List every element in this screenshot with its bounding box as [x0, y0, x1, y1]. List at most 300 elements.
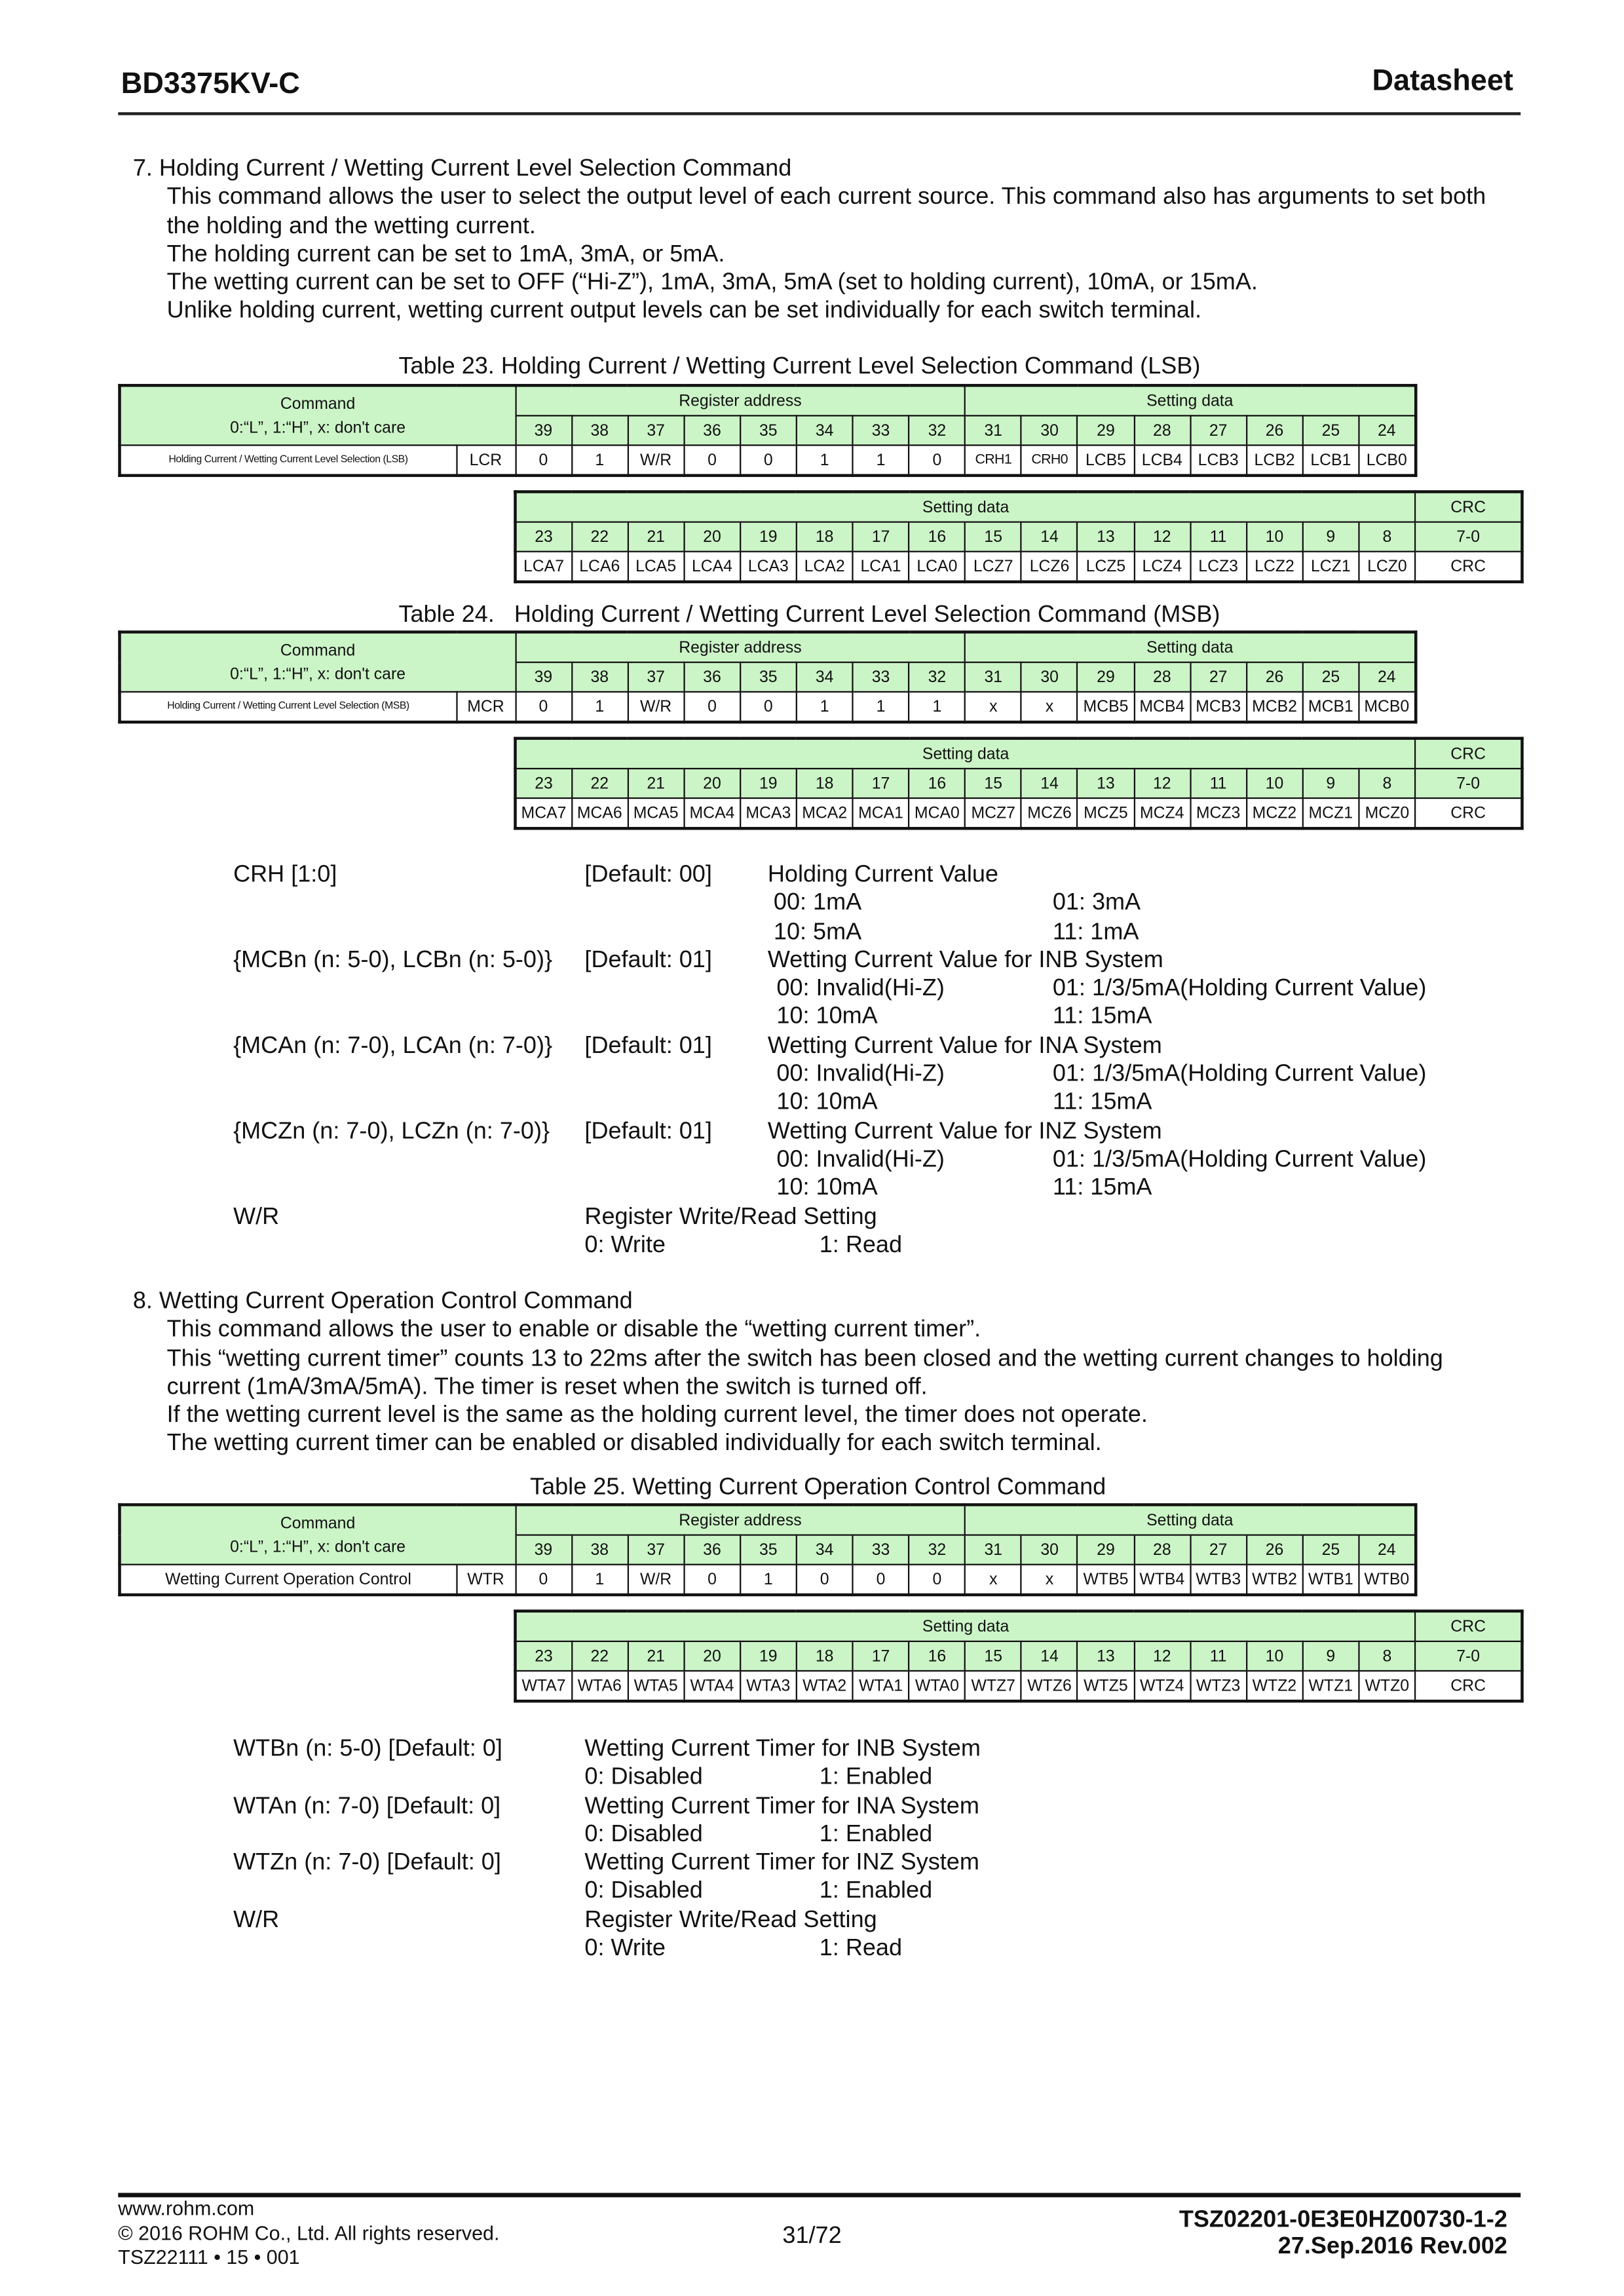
- bit-number: 27: [1190, 1535, 1247, 1565]
- field-definition: [233, 861, 1562, 889]
- bit-value: MCB2: [1247, 692, 1303, 722]
- bit-value: MCZ6: [1021, 798, 1078, 828]
- bit-value: WTB5: [1078, 1565, 1134, 1595]
- footer-divider: [118, 2193, 1520, 2198]
- field-description: Wetting Current Timer for INZ System: [584, 1850, 979, 1876]
- bit-number: 26: [1247, 415, 1303, 445]
- date-revision: 27.Sep.2016 Rev.002: [1277, 2234, 1507, 2260]
- bit-number: 15: [965, 522, 1021, 552]
- bit-number: 30: [1021, 662, 1078, 692]
- field-default: [Default: 00]: [584, 862, 712, 888]
- bit-number: 24: [1359, 1535, 1415, 1565]
- header-row: [120, 632, 1416, 662]
- command-header-cell: [120, 1504, 516, 1564]
- command-name: Wetting Current Operation Control: [120, 1565, 457, 1595]
- command-label: Command: [280, 394, 356, 413]
- header-row: [120, 385, 1416, 415]
- bit-number: 27: [1190, 415, 1247, 445]
- bit-number: 22: [571, 522, 628, 552]
- table-25-caption: Table 25. Wetting Current Operation Control Command: [530, 1475, 1106, 1501]
- bit-value: 0: [684, 1565, 740, 1595]
- bit-number: 10: [1247, 769, 1303, 798]
- header-row: [516, 738, 1522, 769]
- bit-number: 19: [740, 522, 797, 552]
- bit-number: 35: [740, 415, 797, 445]
- document-number: TSZ02201-0E3E0HZ00730-1-2: [1179, 2208, 1507, 2233]
- bit-number: 29: [1078, 662, 1134, 692]
- field-description: Wetting Current Timer for INB System: [584, 1736, 981, 1762]
- command-code: MCR: [456, 692, 515, 722]
- command-register-table: [118, 384, 1416, 477]
- bit-value: LCZ6: [1021, 552, 1078, 582]
- bit-value: WTZ4: [1134, 1671, 1190, 1701]
- field-options-row: [233, 918, 1562, 946]
- bit-number: 17: [853, 769, 909, 798]
- bit-number: 12: [1134, 769, 1190, 798]
- field-options-row: [233, 889, 1562, 917]
- bit-value: CRH0: [1021, 445, 1078, 475]
- bit-number: 37: [628, 1535, 684, 1565]
- section-7: [132, 155, 1513, 326]
- field-description: Wetting Current Value for INZ System: [767, 1119, 1162, 1144]
- bit-number: 13: [1078, 522, 1134, 552]
- bit-number: 18: [797, 1641, 853, 1671]
- bit-value: WTA5: [628, 1671, 684, 1701]
- field-description: Wetting Current Value for INB System: [767, 947, 1163, 973]
- bit-number: 18: [797, 522, 853, 552]
- field-option: 1: Enabled: [819, 1879, 933, 1904]
- bit-number: 8: [1359, 1641, 1415, 1671]
- field-option: 0: Write: [584, 1936, 666, 1961]
- section-7-title: 7. Holding Current / Wetting Current Level Selection Command: [132, 156, 792, 182]
- field-options-row: [233, 1060, 1562, 1088]
- bit-number: 25: [1302, 415, 1359, 445]
- field-description: Holding Current Value: [767, 862, 998, 888]
- bit-value: WTA2: [797, 1671, 853, 1701]
- table-row: [516, 552, 1522, 582]
- command-register-table: [118, 1503, 1416, 1596]
- bit-number: 17: [853, 1641, 909, 1671]
- bit-value: WTA1: [853, 1671, 909, 1701]
- bit-value: WTB0: [1359, 1565, 1415, 1595]
- header-divider: [118, 112, 1520, 115]
- bit-value: W/R: [628, 1565, 684, 1595]
- bit-value: WTB2: [1247, 1565, 1303, 1595]
- bit-value: 1: [571, 692, 628, 722]
- bit-value: 0: [516, 445, 572, 475]
- header-row: [120, 1504, 1416, 1535]
- bit-value: LCZ4: [1134, 552, 1190, 582]
- bit-value: 0: [740, 692, 797, 722]
- field-option: 11: 1mA: [1052, 919, 1139, 945]
- field-options-row: [233, 1174, 1562, 1202]
- section-8: [132, 1288, 1513, 1459]
- command-legend: 0:“L”, 1:“H”, x: don't care: [230, 418, 406, 436]
- bit-value: MCZ0: [1359, 798, 1415, 828]
- bit-value: 1: [853, 445, 909, 475]
- field-name: WTBn (n: 5-0) [Default: 0]: [233, 1736, 502, 1762]
- bit-value: LCA1: [853, 552, 909, 582]
- bit-value: MCZ3: [1190, 798, 1247, 828]
- bit-value: W/R: [628, 692, 684, 722]
- field-description: Wetting Current Timer for INA System: [584, 1793, 979, 1819]
- bit-number: 12: [1134, 1641, 1190, 1671]
- command-label: Command: [280, 1514, 356, 1533]
- bit-number: 29: [1078, 1535, 1134, 1565]
- bit-value: WTZ3: [1190, 1671, 1247, 1701]
- field-option: 10: 10mA: [776, 1004, 878, 1030]
- command-header-cell: [120, 385, 516, 445]
- bit-number: 14: [1021, 1641, 1078, 1671]
- bit-value: MCA0: [909, 798, 965, 828]
- field-option: 11: 15mA: [1052, 1090, 1152, 1116]
- bit-number: 16: [909, 522, 965, 552]
- bit-number: 16: [909, 769, 965, 798]
- crc-bits: 7-0: [1416, 522, 1522, 552]
- field-name: {MCBn (n: 5-0), LCBn (n: 5-0)}: [233, 947, 553, 973]
- field-options-row: [233, 1763, 1562, 1791]
- field-options-row: [233, 1231, 1562, 1259]
- bit-number: 10: [1247, 1641, 1303, 1671]
- bit-number: 28: [1134, 662, 1190, 692]
- bit-number: 36: [684, 1535, 740, 1565]
- bit-number: 21: [628, 769, 684, 798]
- section-7-paragraph: The holding current can be set to 1mA, 3mA, or 5mA.: [166, 242, 725, 267]
- bit-value: MCA5: [628, 798, 684, 828]
- crc-value: CRC: [1416, 1671, 1522, 1701]
- bit-number: 11: [1190, 1641, 1247, 1671]
- bit-value: MCA1: [853, 798, 909, 828]
- section-8-paragraph: This “wetting current timer” counts 13 to 22ms after the switch has been closed and the wetting current changes to holding current (1mA/3mA/5mA). The timer is reset when the switch is turned off.: [166, 1346, 1443, 1400]
- bit-value: LCB1: [1302, 445, 1359, 475]
- bit-number: 19: [740, 769, 797, 798]
- bit-number-row: [516, 1641, 1522, 1671]
- bit-number: 20: [684, 1641, 740, 1671]
- bit-value: x: [1021, 1565, 1078, 1595]
- field-option: 1: Read: [819, 1233, 903, 1258]
- bit-value: LCA3: [740, 552, 797, 582]
- field-option: 0: Disabled: [584, 1879, 703, 1904]
- field-option: 11: 15mA: [1052, 1004, 1152, 1030]
- bit-number: 14: [1021, 522, 1078, 552]
- register-address-header: Register address: [516, 1504, 966, 1535]
- bit-number: 22: [571, 1641, 628, 1671]
- field-definition: [233, 1117, 1562, 1145]
- command-label: Command: [280, 641, 356, 660]
- bit-number: 27: [1190, 662, 1247, 692]
- field-definition: [233, 1906, 1562, 1934]
- bit-number: 18: [797, 769, 853, 798]
- register-address-header: Register address: [516, 632, 966, 662]
- bit-value: x: [965, 692, 1021, 722]
- field-definition: [233, 946, 1562, 974]
- bit-value: MCA6: [571, 798, 628, 828]
- bit-value: 0: [516, 692, 572, 722]
- bit-number: 9: [1302, 769, 1359, 798]
- footer-left: [118, 2197, 499, 2270]
- bit-value: 0: [853, 1565, 909, 1595]
- bit-number: 39: [516, 662, 572, 692]
- bit-value: WTA4: [684, 1671, 740, 1701]
- page-number: 31/72: [782, 2223, 842, 2249]
- bit-number-row: [516, 769, 1522, 798]
- bit-value: LCA7: [516, 552, 572, 582]
- setting-data-header: Setting data: [516, 491, 1416, 522]
- bit-number: 37: [628, 415, 684, 445]
- bit-value: LCB2: [1247, 445, 1303, 475]
- bit-value: WTZ1: [1302, 1671, 1359, 1701]
- bit-number: 26: [1247, 662, 1303, 692]
- bit-value: WTZ2: [1247, 1671, 1303, 1701]
- bit-value: WTZ6: [1021, 1671, 1078, 1701]
- bit-number: 14: [1021, 769, 1078, 798]
- field-name: W/R: [233, 1204, 280, 1230]
- field-option: 01: 1/3/5mA(Holding Current Value): [1052, 1062, 1427, 1087]
- setting-data-header: Setting data: [516, 1611, 1416, 1641]
- bit-number: 32: [909, 662, 965, 692]
- command-legend: 0:“L”, 1:“H”, x: don't care: [230, 665, 406, 683]
- field-definition: [233, 1849, 1562, 1877]
- section-7-paragraph: The wetting current can be set to OFF (“Hi-Z”), 1mA, 3mA, 5mA (set to holding current), 10mA, or 15mA.: [166, 270, 1258, 296]
- bit-value: MCB5: [1078, 692, 1134, 722]
- field-default: [Default: 01]: [584, 947, 712, 973]
- field-options-row: [233, 1934, 1562, 1962]
- bit-value: MCZ7: [965, 798, 1021, 828]
- crc-value: CRC: [1416, 798, 1522, 828]
- command-name: Holding Current / Wetting Current Level Selection (MSB): [120, 692, 457, 722]
- bit-number: 20: [684, 522, 740, 552]
- field-option: 0: Disabled: [584, 1765, 703, 1791]
- bit-value: LCA0: [909, 552, 965, 582]
- field-name: W/R: [233, 1907, 280, 1933]
- table-row: [120, 1565, 1416, 1595]
- command-code: LCR: [456, 445, 515, 475]
- field-definition: [233, 1792, 1562, 1820]
- crc-header: CRC: [1416, 738, 1522, 769]
- bit-value: LCZ2: [1247, 552, 1303, 582]
- bit-number: 23: [516, 769, 572, 798]
- bit-number: 19: [740, 1641, 797, 1671]
- bit-value: MCA4: [684, 798, 740, 828]
- setting-data-crc-table: [514, 737, 1523, 830]
- bit-number-row: [516, 522, 1522, 552]
- bit-value: 1: [797, 445, 853, 475]
- bit-number: 34: [797, 662, 853, 692]
- field-default: [Default: 01]: [584, 1033, 712, 1059]
- field-option: 1: Enabled: [819, 1822, 933, 1848]
- command-header-cell: [120, 632, 516, 692]
- field-name: WTAn (n: 7-0) [Default: 0]: [233, 1793, 501, 1819]
- bit-number: 13: [1078, 769, 1134, 798]
- bit-value: MCB0: [1359, 692, 1415, 722]
- bit-value: 1: [909, 692, 965, 722]
- bit-number: 32: [909, 1535, 965, 1565]
- field-name: WTZn (n: 7-0) [Default: 0]: [233, 1850, 501, 1876]
- bit-value: LCB0: [1359, 445, 1415, 475]
- bit-value: LCZ7: [965, 552, 1021, 582]
- bit-value: LCA2: [797, 552, 853, 582]
- field-option: 1: Read: [819, 1936, 903, 1961]
- field-definition: [233, 1032, 1562, 1060]
- field-option: 00: Invalid(Hi-Z): [776, 1062, 945, 1087]
- bit-number: 22: [571, 769, 628, 798]
- setting-data-crc-table: [514, 490, 1523, 583]
- bit-number: 32: [909, 415, 965, 445]
- bit-number: 23: [516, 522, 572, 552]
- bit-number: 35: [740, 662, 797, 692]
- bit-number: 31: [965, 662, 1021, 692]
- field-name: {MCZn (n: 7-0), LCZn (n: 7-0)}: [233, 1119, 550, 1144]
- bit-value: MCZ2: [1247, 798, 1303, 828]
- field-option: 01: 1/3/5mA(Holding Current Value): [1052, 1147, 1427, 1173]
- bit-value: x: [1021, 692, 1078, 722]
- bit-number: 24: [1359, 415, 1415, 445]
- section-7-paragraph: This command allows the user to select the output level of each current source. This command also has arguments to set both the holding and the wetting current.: [166, 185, 1486, 239]
- bit-number: 28: [1134, 1535, 1190, 1565]
- field-definition: [233, 1203, 1562, 1231]
- bit-number: 15: [965, 769, 1021, 798]
- bit-value: 0: [909, 445, 965, 475]
- bit-number: 8: [1359, 522, 1415, 552]
- bit-number: 11: [1190, 769, 1247, 798]
- bit-value: 1: [571, 1565, 628, 1595]
- bit-number: 11: [1190, 522, 1247, 552]
- bit-value: LCB3: [1190, 445, 1247, 475]
- bit-value: 0: [684, 692, 740, 722]
- bit-value: x: [965, 1565, 1021, 1595]
- register-address-header: Register address: [516, 385, 966, 415]
- bit-number: 12: [1134, 522, 1190, 552]
- table-row: [120, 445, 1416, 475]
- field-option: 10: 10mA: [776, 1176, 878, 1201]
- bit-value: MCA2: [797, 798, 853, 828]
- bit-number: 13: [1078, 1641, 1134, 1671]
- bit-value: 1: [853, 692, 909, 722]
- field-option: 1: Enabled: [819, 1765, 933, 1791]
- bit-value: MCZ5: [1078, 798, 1134, 828]
- bit-value: MCZ1: [1302, 798, 1359, 828]
- form-code: TSZ22111 • 15 • 001: [118, 2246, 300, 2268]
- command-legend: 0:“L”, 1:“H”, x: don't care: [230, 1538, 406, 1556]
- field-option: 10: 10mA: [776, 1090, 878, 1116]
- bit-number: 31: [965, 1535, 1021, 1565]
- bit-number: 26: [1247, 1535, 1303, 1565]
- bit-number: 21: [628, 522, 684, 552]
- command-code: WTR: [456, 1565, 515, 1595]
- bit-number: 15: [965, 1641, 1021, 1671]
- section-8-title: 8. Wetting Current Operation Control Command: [132, 1289, 633, 1314]
- field-option: 00: 1mA: [773, 890, 862, 916]
- bit-value: WTB1: [1302, 1565, 1359, 1595]
- bit-number: 21: [628, 1641, 684, 1671]
- bit-value: 0: [516, 1565, 572, 1595]
- bit-number: 38: [571, 662, 628, 692]
- bit-number: 34: [797, 1535, 853, 1565]
- bit-value: WTA7: [516, 1671, 572, 1701]
- field-option: 00: Invalid(Hi-Z): [776, 976, 945, 1002]
- field-description: Register Write/Read Setting: [584, 1204, 877, 1230]
- bit-number: 31: [965, 415, 1021, 445]
- bit-value: WTZ0: [1359, 1671, 1415, 1701]
- bit-number: 36: [684, 415, 740, 445]
- bit-number: 30: [1021, 415, 1078, 445]
- table-row: [516, 1671, 1522, 1701]
- bit-number: 16: [909, 1641, 965, 1671]
- bit-value: LCZ0: [1359, 552, 1415, 582]
- bit-value: W/R: [628, 445, 684, 475]
- bit-value: WTB4: [1134, 1565, 1190, 1595]
- header-row: [516, 1611, 1522, 1641]
- setting-data-header: Setting data: [965, 632, 1415, 662]
- bit-value: LCA6: [571, 552, 628, 582]
- bit-value: 0: [740, 445, 797, 475]
- bit-number: 28: [1134, 415, 1190, 445]
- field-options-row: [233, 1003, 1562, 1031]
- header-row: [516, 491, 1522, 522]
- crc-bits: 7-0: [1416, 1641, 1522, 1671]
- bit-number: 25: [1302, 1535, 1359, 1565]
- section-8-paragraph: This command allows the user to enable or disable the “wetting current timer”.: [166, 1317, 981, 1343]
- footer-right: [1179, 2208, 1507, 2261]
- bit-value: WTA0: [909, 1671, 965, 1701]
- bit-value: LCB4: [1134, 445, 1190, 475]
- part-number: BD3375KV-C: [121, 67, 300, 101]
- bit-number: 17: [853, 522, 909, 552]
- bit-number: 9: [1302, 522, 1359, 552]
- bit-value: 1: [571, 445, 628, 475]
- bit-value: WTB3: [1190, 1565, 1247, 1595]
- bit-number: 38: [571, 415, 628, 445]
- table-row: [516, 798, 1522, 828]
- bit-number: 38: [571, 1535, 628, 1565]
- field-default: [Default: 01]: [584, 1119, 712, 1144]
- crc-header: CRC: [1416, 491, 1522, 522]
- field-name: CRH [1:0]: [233, 862, 337, 888]
- bit-value: MCZ4: [1134, 798, 1190, 828]
- field-options-row: [233, 1820, 1562, 1848]
- website-link[interactable]: www.rohm.com: [118, 2197, 255, 2220]
- bit-value: LCZ1: [1302, 552, 1359, 582]
- field-option: 01: 3mA: [1052, 890, 1141, 916]
- bit-number: 39: [516, 415, 572, 445]
- bit-number: 39: [516, 1535, 572, 1565]
- crc-header: CRC: [1416, 1611, 1522, 1641]
- field-options-row: [233, 1146, 1562, 1174]
- bit-value: WTA3: [740, 1671, 797, 1701]
- bit-number: 37: [628, 662, 684, 692]
- table-23-caption: Table 23. Holding Current / Wetting Current Level Selection Command (LSB): [398, 354, 1201, 380]
- bit-value: WTZ5: [1078, 1671, 1134, 1701]
- bit-number: 36: [684, 662, 740, 692]
- bit-value: 0: [684, 445, 740, 475]
- field-description: Register Write/Read Setting: [584, 1907, 877, 1933]
- bit-number: 9: [1302, 1641, 1359, 1671]
- bit-value: MCA3: [740, 798, 797, 828]
- bit-number: 10: [1247, 522, 1303, 552]
- field-description: Wetting Current Value for INA System: [767, 1033, 1162, 1059]
- setting-data-header: Setting data: [965, 385, 1415, 415]
- field-option: 0: Write: [584, 1233, 666, 1258]
- section-8-field-definitions: [233, 1735, 1562, 1963]
- field-definition: [233, 1735, 1562, 1763]
- bit-number: 30: [1021, 1535, 1078, 1565]
- bit-number: 33: [853, 1535, 909, 1565]
- bit-value: MCB4: [1134, 692, 1190, 722]
- section-8-paragraph: If the wetting current level is the same as the holding current level, the timer does not operate.: [166, 1403, 1148, 1428]
- document-type: Datasheet: [1372, 65, 1513, 98]
- bit-value: 0: [797, 1565, 853, 1595]
- field-options-row: [233, 1089, 1562, 1117]
